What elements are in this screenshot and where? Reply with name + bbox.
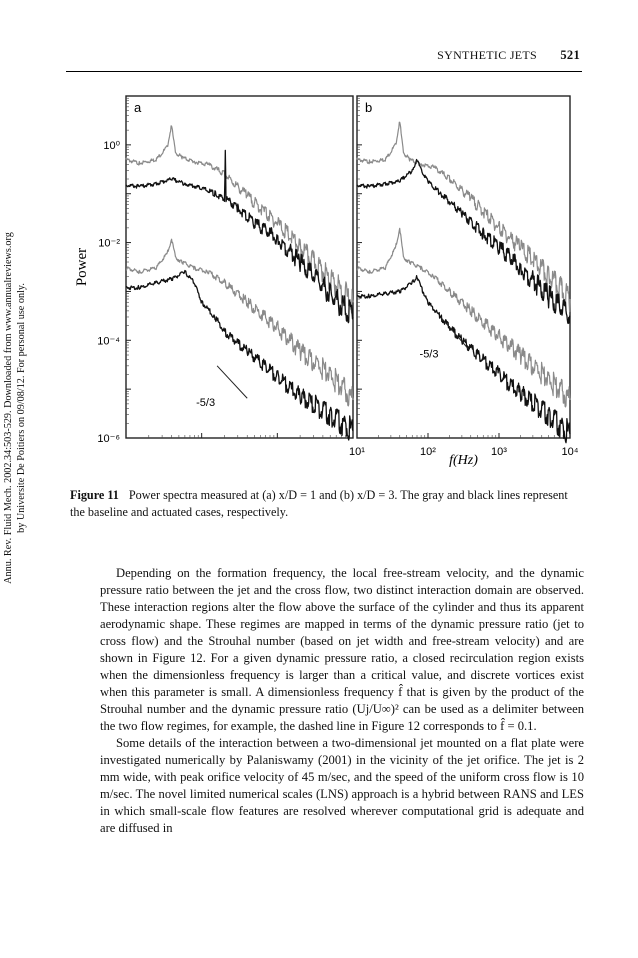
body-text: [100, 565, 584, 837]
x-tick-label: 10¹: [349, 446, 365, 458]
slope-line-a: [217, 366, 247, 398]
side-download-note: [2, 228, 28, 588]
x-tick-label: 10⁴: [561, 446, 579, 458]
panel-b-label: b: [365, 100, 373, 115]
page-number: 521: [560, 48, 580, 62]
caption-text: Power spectra measured at (a) x/D = 1 and (b) x/D = 3. The gray and black lines represent the baseline and actuated cases, respectively.: [70, 488, 568, 519]
paragraph-2: Some details of the interaction between a two-dimensional jet mounted on a flat plate were investigated numerically by Palaniswamy (2001) in the vicinity of the jet orifice. The jet is 2 mm wide, with peak orifice velocity of 45 m/sec, and the speed of the uniform cross flow is 10 m/sec. The novel limited numerical scales (LNS) approach is a hybrid between RANS and LES in which small-scale flow features are resolved wherever computational grid is adequate and are diffused in: [100, 736, 584, 835]
x-tick-label: 10³: [491, 446, 507, 458]
y-tick-label: 10⁻⁶: [97, 433, 120, 445]
side-note-line-1: Annu. Rev. Fluid Mech. 2002.34:503-529. Downloaded from www.annualreviews.org: [3, 232, 14, 584]
series-b-1: [357, 160, 570, 324]
slope-label-b: -5/3: [419, 348, 439, 361]
slope-line-b: [441, 317, 469, 349]
y-tick-label: 10⁰: [103, 139, 120, 152]
caption-label: Figure 11: [70, 488, 119, 502]
running-head: [437, 48, 580, 63]
y-tick-label: 10⁻²: [98, 237, 120, 250]
y-axis-label: Power: [74, 247, 90, 287]
y-tick-label: 10⁻⁴: [97, 335, 120, 348]
figure-caption: [70, 487, 584, 521]
header-rule: [66, 71, 582, 72]
paragraph-1: Depending on the formation frequency, the local free-stream velocity, and the dynamic pressure ratio between the jet and the cross flow, two distinct interaction domain are observed. These interaction regions alter the flow above the surface of the cylinder and thus its apparent aerodynamic shape. These regimes are mapped in terms of the dynamic pressure ratio (jet to cross flow) and the Strouhal number (based on jet width and free-stream velocity) and are shown in Figure 12. For a given dynamic pressure ratio, a closed recirculation region exists when the dimensionless frequency is larger than a critical value, and discrete vortices exist when this parameter is small. A dimensionless frequency f̂ that is given by the product of the Strouhal number and the dynamic pressure ratio (Uj/U∞)² can be used as a delimiter between the two flow regimes, for example, the dashed line in Figure 12 corresponds to f̂ = 0.1.: [100, 566, 584, 733]
figure-11: [70, 82, 590, 472]
slope-label-a: -5/3: [196, 397, 216, 410]
power-spectra-chart: [70, 82, 590, 472]
running-head-title: SYNTHETIC JETS: [437, 48, 538, 62]
panel-a-label: a: [134, 100, 142, 115]
series-b-2: [357, 228, 570, 407]
panel-a-frame: [126, 96, 353, 438]
x-tick-label: 10²: [420, 446, 436, 458]
side-note-line-2: by Universite De Poitiers on 09/08/12. For personal use only.: [16, 283, 27, 533]
x-axis-label: f(Hz): [449, 453, 478, 468]
